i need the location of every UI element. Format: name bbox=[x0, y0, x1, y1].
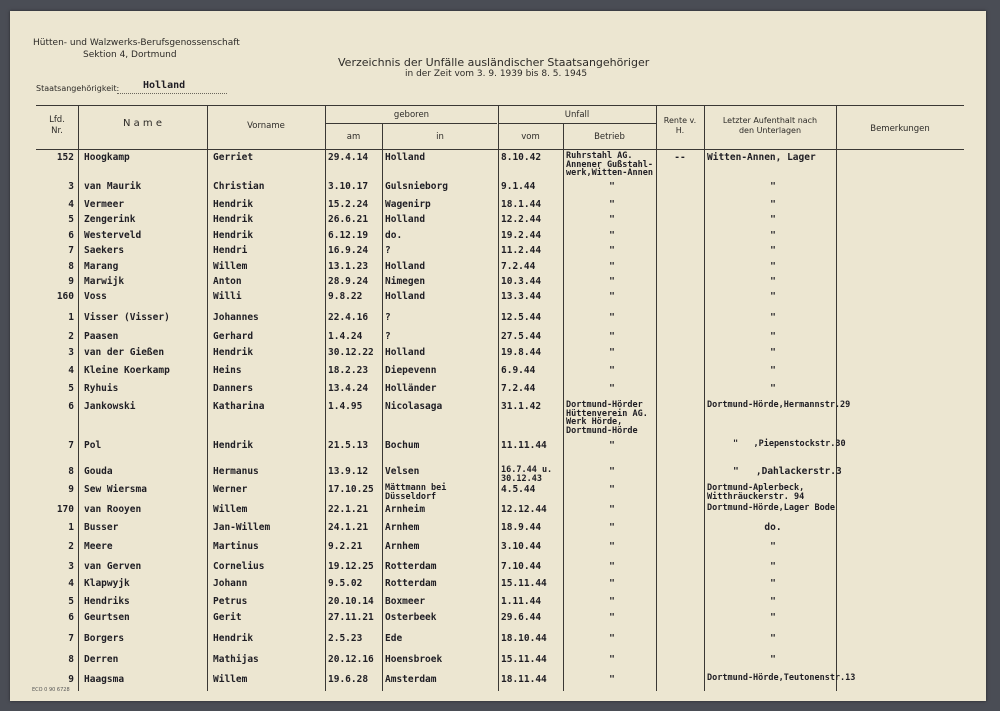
row-am-cell: 18.2.23 bbox=[328, 365, 369, 376]
row-betrieb-cell: " bbox=[609, 214, 615, 225]
row-in-cell: ? bbox=[385, 312, 391, 323]
row-betrieb-cell: " bbox=[609, 674, 615, 685]
row-vom-cell: 18.10.44 bbox=[501, 633, 547, 644]
row-vom-cell: 13.3.44 bbox=[501, 291, 542, 302]
row-name-cell: van Maurik bbox=[84, 181, 142, 192]
row-vorname-cell: Hendrik bbox=[213, 633, 254, 644]
row-betrieb-cell: " bbox=[609, 596, 615, 607]
row-betrieb-cell: " bbox=[609, 291, 615, 302]
row-aufenthalt-cell: " bbox=[770, 596, 776, 607]
row-aufenthalt-cell: Dortmund-Hörde,Lager Bode bbox=[707, 503, 835, 513]
row-vom-cell: 7.2.44 bbox=[501, 383, 536, 394]
row-vom-cell: 6.9.44 bbox=[501, 365, 536, 376]
row-nr-cell: 1 bbox=[68, 522, 74, 533]
row-in-cell: Velsen bbox=[385, 466, 420, 477]
column-divider bbox=[78, 105, 79, 691]
row-nr-cell: 170 bbox=[56, 504, 74, 515]
row-nr-cell: 2 bbox=[68, 541, 74, 552]
row-am-cell: 9.8.22 bbox=[328, 291, 363, 302]
row-in-cell: Wagenirp bbox=[385, 199, 431, 210]
row-betrieb-cell: " bbox=[609, 466, 615, 477]
row-vorname-cell: Gerriet bbox=[213, 152, 254, 163]
row-vom-cell: 11.11.44 bbox=[501, 440, 547, 451]
row-vorname-cell: Hendrik bbox=[213, 199, 254, 210]
row-vorname-cell: Hendri bbox=[213, 245, 248, 256]
row-in-cell: Diepevenn bbox=[385, 365, 437, 376]
column-divider bbox=[325, 105, 326, 691]
row-in-cell: Nicolasaga bbox=[385, 401, 443, 412]
row-nr-cell: 4 bbox=[68, 199, 74, 210]
row-betrieb-cell: Ruhrstahl AG. Annener Gußstahl- werk,Witten-Annen bbox=[566, 151, 653, 178]
row-name-cell: Kleine Koerkamp bbox=[84, 365, 170, 376]
row-name-cell: van Gerven bbox=[84, 561, 142, 572]
header-unfall: Unfall bbox=[564, 110, 590, 120]
row-vom-cell: 7.2.44 bbox=[501, 261, 536, 272]
row-am-cell: 29.4.14 bbox=[328, 152, 369, 163]
document-title: Verzeichnis der Unfälle ausländischer Staatsangehöriger bbox=[338, 56, 650, 69]
row-vorname-cell: Willem bbox=[213, 261, 248, 272]
row-am-cell: 22.1.21 bbox=[328, 504, 369, 515]
row-betrieb-cell: " bbox=[609, 654, 615, 665]
row-vom-cell: 31.1.42 bbox=[501, 401, 542, 412]
row-aufenthalt-cell: " bbox=[770, 261, 776, 272]
row-aufenthalt-cell: " bbox=[770, 541, 776, 552]
column-divider bbox=[498, 105, 499, 691]
row-nr-cell: 4 bbox=[68, 365, 74, 376]
row-vom-cell: 19.2.44 bbox=[501, 230, 542, 241]
header-am: am bbox=[346, 132, 361, 142]
row-nr-cell: 152 bbox=[56, 152, 74, 163]
row-aufenthalt-cell: " bbox=[770, 181, 776, 192]
row-nr-cell: 3 bbox=[68, 181, 74, 192]
header-aufenthalt: Letzter Aufenthalt nach den Unterlagen bbox=[722, 116, 818, 135]
row-nr-cell: 5 bbox=[68, 214, 74, 225]
row-aufenthalt-cell: " bbox=[770, 199, 776, 210]
geboren-sub-line bbox=[325, 123, 497, 124]
header-nr: Lfd. Nr. bbox=[49, 115, 65, 136]
row-in-cell: Arnhem bbox=[385, 541, 420, 552]
row-name-cell: Klapwyjk bbox=[84, 578, 130, 589]
row-vom-cell: 27.5.44 bbox=[501, 331, 542, 342]
row-nr-cell: 1 bbox=[68, 312, 74, 323]
header-geboren: geboren bbox=[393, 110, 430, 120]
row-nr-cell: 6 bbox=[68, 401, 74, 412]
row-nr-cell: 9 bbox=[68, 674, 74, 685]
row-vorname-cell: Hendrik bbox=[213, 230, 254, 241]
row-betrieb-cell: " bbox=[609, 181, 615, 192]
row-betrieb-cell: " bbox=[609, 331, 615, 342]
row-in-cell: Holland bbox=[385, 261, 426, 272]
row-betrieb-cell: " bbox=[609, 522, 615, 533]
row-nr-cell: 7 bbox=[68, 245, 74, 256]
row-am-cell: 24.1.21 bbox=[328, 522, 369, 533]
row-am-cell: 26.6.21 bbox=[328, 214, 369, 225]
row-nr-cell: 4 bbox=[68, 578, 74, 589]
row-aufenthalt-cell: " bbox=[770, 612, 776, 623]
row-name-cell: van Rooyen bbox=[84, 504, 142, 515]
row-betrieb-cell: Dortmund-Hörder Hüttenverein AG. Werk Hörde, Dortmund-Hörde bbox=[566, 400, 648, 436]
row-am-cell: 20.12.16 bbox=[328, 654, 374, 665]
row-vorname-cell: Hendrik bbox=[213, 347, 254, 358]
row-vorname-cell: Mathijas bbox=[213, 654, 259, 665]
row-nr-cell: 5 bbox=[68, 596, 74, 607]
row-aufenthalt-cell: " bbox=[770, 312, 776, 323]
row-aufenthalt-cell: Dortmund-Hörde,Hermannstr.29 bbox=[707, 400, 851, 410]
row-am-cell: 13.4.24 bbox=[328, 383, 369, 394]
organization-line-2: Sektion 4, Dortmund bbox=[83, 50, 177, 60]
row-vorname-cell: Johann bbox=[213, 578, 248, 589]
header-in: in bbox=[436, 132, 444, 142]
nationality-label: Staatsangehörigkeit: bbox=[36, 84, 120, 93]
row-name-cell: Geurtsen bbox=[84, 612, 130, 623]
row-betrieb-cell: " bbox=[609, 245, 615, 256]
nationality-dotted-line bbox=[117, 93, 227, 94]
row-nr-cell: 8 bbox=[68, 654, 74, 665]
row-vom-cell: 11.2.44 bbox=[501, 245, 542, 256]
row-vorname-cell: Christian bbox=[213, 181, 265, 192]
row-betrieb-cell: " bbox=[609, 230, 615, 241]
row-vorname-cell: Hendrik bbox=[213, 440, 254, 451]
row-nr-cell: 3 bbox=[68, 347, 74, 358]
row-am-cell: 2.5.23 bbox=[328, 633, 363, 644]
row-vorname-cell: Martinus bbox=[213, 541, 259, 552]
row-betrieb-cell: " bbox=[609, 199, 615, 210]
row-vorname-cell: Werner bbox=[213, 484, 248, 495]
row-aufenthalt-cell: Dortmund-Aplerbeck, Witthräuckerstr. 94 bbox=[707, 483, 805, 502]
row-name-cell: Gouda bbox=[84, 466, 113, 477]
row-betrieb-cell: " bbox=[609, 633, 615, 644]
table-header-bottom-line bbox=[36, 149, 964, 150]
row-vom-cell: 12.2.44 bbox=[501, 214, 542, 225]
row-vorname-cell: Anton bbox=[213, 276, 242, 287]
row-vom-cell: 12.5.44 bbox=[501, 312, 542, 323]
row-name-cell: Pol bbox=[84, 440, 102, 451]
row-vorname-cell: Willem bbox=[213, 674, 248, 685]
row-vorname-cell: Hendrik bbox=[213, 214, 254, 225]
row-in-cell: ? bbox=[385, 331, 391, 342]
document-sheet bbox=[10, 11, 986, 701]
row-vorname-cell: Jan-Willem bbox=[213, 522, 271, 533]
row-in-cell: Holland bbox=[385, 214, 426, 225]
row-am-cell: 20.10.14 bbox=[328, 596, 374, 607]
row-name-cell: Derren bbox=[84, 654, 119, 665]
row-vorname-cell: Gerhard bbox=[213, 331, 254, 342]
row-name-cell: Ryhuis bbox=[84, 383, 119, 394]
row-name-cell: Borgers bbox=[84, 633, 125, 644]
row-aufenthalt-cell: " bbox=[770, 276, 776, 287]
row-nr-cell: 2 bbox=[68, 331, 74, 342]
row-vom-cell: 16.7.44 u. 30.12.43 bbox=[501, 465, 553, 484]
row-aufenthalt-cell: " bbox=[770, 230, 776, 241]
row-betrieb-cell: " bbox=[609, 561, 615, 572]
row-aufenthalt-cell: do. bbox=[764, 522, 782, 533]
row-am-cell: 19.12.25 bbox=[328, 561, 374, 572]
row-in-cell: ? bbox=[385, 245, 391, 256]
row-vom-cell: 1.11.44 bbox=[501, 596, 542, 607]
row-vom-cell: 4.5.44 bbox=[501, 484, 536, 495]
row-aufenthalt-cell: " bbox=[770, 365, 776, 376]
row-betrieb-cell: " bbox=[609, 440, 615, 451]
row-am-cell: 17.10.25 bbox=[328, 484, 374, 495]
column-divider bbox=[563, 123, 564, 691]
print-code: ECO 0 90 6728 bbox=[32, 687, 70, 693]
row-vorname-cell: Hermanus bbox=[213, 466, 259, 477]
table-top-line bbox=[36, 105, 964, 106]
row-betrieb-cell: " bbox=[609, 276, 615, 287]
row-name-cell: Saekers bbox=[84, 245, 125, 256]
row-aufenthalt-cell: " ,Dahlackerstr.3 bbox=[733, 466, 842, 477]
header-bemerkungen: Bemerkungen bbox=[870, 124, 930, 134]
row-aufenthalt-cell: " bbox=[770, 347, 776, 358]
row-in-cell: Holländer bbox=[385, 383, 437, 394]
nationality-value: Holland bbox=[143, 80, 186, 91]
row-betrieb-cell: " bbox=[609, 383, 615, 394]
column-divider bbox=[207, 105, 208, 691]
row-name-cell: Hendriks bbox=[84, 596, 130, 607]
row-in-cell: Gulsnieborg bbox=[385, 181, 448, 192]
row-aufenthalt-cell: Witten-Annen, Lager bbox=[707, 152, 816, 163]
column-divider bbox=[382, 123, 383, 691]
row-vorname-cell: Cornelius bbox=[213, 561, 265, 572]
row-vorname-cell: Gerit bbox=[213, 612, 242, 623]
row-vom-cell: 19.8.44 bbox=[501, 347, 542, 358]
row-am-cell: 19.6.28 bbox=[328, 674, 369, 685]
row-name-cell: Meere bbox=[84, 541, 113, 552]
row-name-cell: Jankowski bbox=[84, 401, 136, 412]
row-am-cell: 1.4.24 bbox=[328, 331, 363, 342]
row-in-cell: Holland bbox=[385, 291, 426, 302]
row-nr-cell: 8 bbox=[68, 261, 74, 272]
row-in-cell: Bochum bbox=[385, 440, 420, 451]
row-name-cell: Haagsma bbox=[84, 674, 125, 685]
row-aufenthalt-cell: " ,Piepenstockstr.30 bbox=[733, 439, 846, 449]
row-vorname-cell: Katharina bbox=[213, 401, 265, 412]
row-betrieb-cell: " bbox=[609, 484, 615, 495]
row-vom-cell: 15.11.44 bbox=[501, 654, 547, 665]
row-aufenthalt-cell: Dortmund-Hörde,Teutonenstr.13 bbox=[707, 673, 856, 683]
row-name-cell: Marwijk bbox=[84, 276, 125, 287]
row-name-cell: Paasen bbox=[84, 331, 119, 342]
row-name-cell: van der Gießen bbox=[84, 347, 165, 358]
header-betrieb: Betrieb bbox=[594, 132, 625, 142]
row-aufenthalt-cell: " bbox=[770, 654, 776, 665]
row-am-cell: 28.9.24 bbox=[328, 276, 369, 287]
row-name-cell: Hoogkamp bbox=[84, 152, 130, 163]
row-vorname-cell: Willi bbox=[213, 291, 242, 302]
row-vom-cell: 29.6.44 bbox=[501, 612, 542, 623]
row-name-cell: Visser (Visser) bbox=[84, 312, 170, 323]
row-vom-cell: 18.1.44 bbox=[501, 199, 542, 210]
row-am-cell: 13.9.12 bbox=[328, 466, 369, 477]
unfall-sub-line bbox=[498, 123, 656, 124]
row-nr-cell: 6 bbox=[68, 230, 74, 241]
header-vorname: Vorname bbox=[247, 121, 285, 131]
row-vom-cell: 18.11.44 bbox=[501, 674, 547, 685]
row-vorname-cell: Danners bbox=[213, 383, 254, 394]
row-name-cell: Westerveld bbox=[84, 230, 142, 241]
row-in-cell: Ede bbox=[385, 633, 403, 644]
row-nr-cell: 3 bbox=[68, 561, 74, 572]
row-nr-cell: 8 bbox=[68, 466, 74, 477]
row-am-cell: 15.2.24 bbox=[328, 199, 369, 210]
row-in-cell: do. bbox=[385, 230, 403, 241]
row-in-cell: Boxmeer bbox=[385, 596, 426, 607]
row-vom-cell: 3.10.44 bbox=[501, 541, 542, 552]
row-nr-cell: 5 bbox=[68, 383, 74, 394]
row-aufenthalt-cell: " bbox=[770, 214, 776, 225]
row-aufenthalt-cell: " bbox=[770, 561, 776, 572]
row-am-cell: 13.1.23 bbox=[328, 261, 369, 272]
header-name: N a m e bbox=[122, 118, 163, 129]
row-aufenthalt-cell: " bbox=[770, 578, 776, 589]
header-vom: vom bbox=[521, 132, 540, 142]
row-in-cell: Mättmann bei Düsseldorf bbox=[385, 483, 447, 502]
row-nr-cell: 6 bbox=[68, 612, 74, 623]
row-name-cell: Vermeer bbox=[84, 199, 125, 210]
row-in-cell: Amsterdam bbox=[385, 674, 437, 685]
row-in-cell: Holland bbox=[385, 347, 426, 358]
row-aufenthalt-cell: " bbox=[770, 245, 776, 256]
row-aufenthalt-cell: " bbox=[770, 383, 776, 394]
row-aufenthalt-cell: " bbox=[770, 331, 776, 342]
row-aufenthalt-cell: " bbox=[770, 633, 776, 644]
header-rente: Rente v. H. bbox=[663, 116, 697, 135]
row-in-cell: Arnhem bbox=[385, 522, 420, 533]
row-am-cell: 6.12.19 bbox=[328, 230, 369, 241]
row-betrieb-cell: " bbox=[609, 261, 615, 272]
row-rente-cell: -- bbox=[674, 152, 686, 163]
row-aufenthalt-cell: " bbox=[770, 291, 776, 302]
row-name-cell: Busser bbox=[84, 522, 119, 533]
row-vorname-cell: Heins bbox=[213, 365, 242, 376]
row-vom-cell: 10.3.44 bbox=[501, 276, 542, 287]
row-vom-cell: 7.10.44 bbox=[501, 561, 542, 572]
row-nr-cell: 9 bbox=[68, 276, 74, 287]
row-in-cell: Osterbeek bbox=[385, 612, 437, 623]
row-betrieb-cell: " bbox=[609, 347, 615, 358]
row-vorname-cell: Johannes bbox=[213, 312, 259, 323]
column-divider bbox=[704, 105, 705, 691]
row-am-cell: 30.12.22 bbox=[328, 347, 374, 358]
row-betrieb-cell: " bbox=[609, 312, 615, 323]
row-in-cell: Hoensbroek bbox=[385, 654, 443, 665]
row-am-cell: 22.4.16 bbox=[328, 312, 369, 323]
row-in-cell: Arnheim bbox=[385, 504, 426, 515]
row-nr-cell: 7 bbox=[68, 633, 74, 644]
row-betrieb-cell: " bbox=[609, 612, 615, 623]
row-vom-cell: 18.9.44 bbox=[501, 522, 542, 533]
row-betrieb-cell: " bbox=[609, 578, 615, 589]
row-betrieb-cell: " bbox=[609, 541, 615, 552]
row-vom-cell: 15.11.44 bbox=[501, 578, 547, 589]
row-in-cell: Rotterdam bbox=[385, 561, 437, 572]
row-nr-cell: 9 bbox=[68, 484, 74, 495]
row-am-cell: 9.2.21 bbox=[328, 541, 363, 552]
row-in-cell: Holland bbox=[385, 152, 426, 163]
organization-line-1: Hütten- und Walzwerks-Berufsgenossenschaft bbox=[33, 38, 240, 48]
row-nr-cell: 160 bbox=[56, 291, 74, 302]
row-am-cell: 21.5.13 bbox=[328, 440, 369, 451]
row-am-cell: 1.4.95 bbox=[328, 401, 363, 412]
row-name-cell: Sew Wiersma bbox=[84, 484, 147, 495]
row-vom-cell: 12.12.44 bbox=[501, 504, 547, 515]
row-vorname-cell: Willem bbox=[213, 504, 248, 515]
row-vom-cell: 9.1.44 bbox=[501, 181, 536, 192]
row-am-cell: 9.5.02 bbox=[328, 578, 363, 589]
row-vom-cell: 8.10.42 bbox=[501, 152, 542, 163]
row-in-cell: Nimegen bbox=[385, 276, 426, 287]
row-vorname-cell: Petrus bbox=[213, 596, 248, 607]
row-am-cell: 3.10.17 bbox=[328, 181, 369, 192]
row-am-cell: 16.9.24 bbox=[328, 245, 369, 256]
row-nr-cell: 7 bbox=[68, 440, 74, 451]
row-betrieb-cell: " bbox=[609, 504, 615, 515]
row-betrieb-cell: " bbox=[609, 365, 615, 376]
row-name-cell: Marang bbox=[84, 261, 119, 272]
row-in-cell: Rotterdam bbox=[385, 578, 437, 589]
row-name-cell: Voss bbox=[84, 291, 107, 302]
document-subtitle: in der Zeit vom 3. 9. 1939 bis 8. 5. 1945 bbox=[405, 69, 588, 79]
row-am-cell: 27.11.21 bbox=[328, 612, 374, 623]
row-name-cell: Zengerink bbox=[84, 214, 136, 225]
